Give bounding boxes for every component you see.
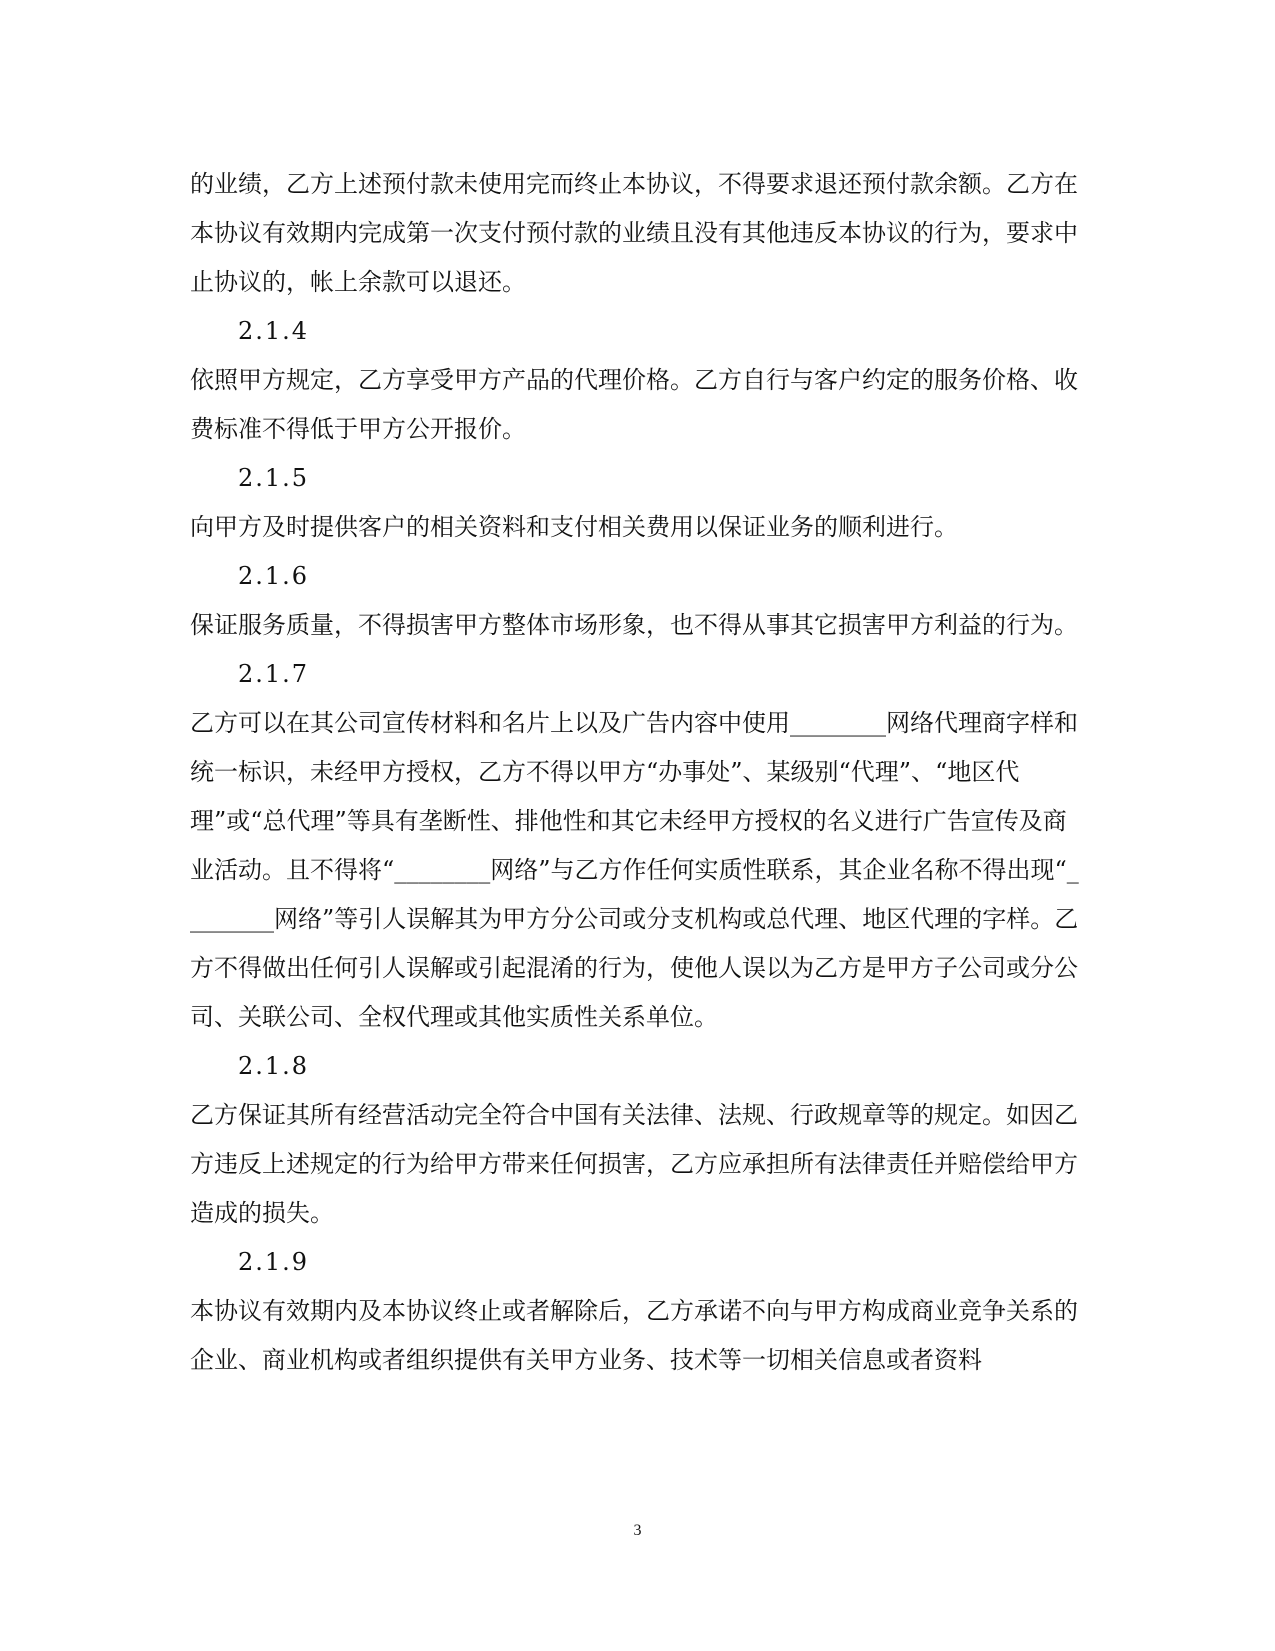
clause-number: 2.1.8 (238, 1052, 310, 1080)
paragraph: 向甲方及时提供客户的相关资料和支付相关费用以保证业务的顺利进行。 (190, 513, 958, 541)
clause-number: 2.1.4 (238, 317, 310, 345)
paragraph: 依照甲方规定，乙方享受甲方产品的代理价格。乙方自行与客户约定的服务价格、收费标准不得低于甲方公开报价。 (190, 366, 1078, 443)
paragraph: 的业绩，乙方上述预付款未使用完而终止本协议，不得要求退还预付款余额。乙方在本协议有效期内完成第一次支付预付款的业绩且没有其他违反本协议的行为，要求中止协议的，帐上余款可以退还。 (190, 170, 1078, 296)
document-body (190, 160, 1090, 1385)
clause-number: 2.1.5 (238, 464, 310, 492)
clause-number: 2.1.7 (238, 660, 310, 688)
paragraph: 保证服务质量，不得损害甲方整体市场形象，也不得从事其它损害甲方利益的行为。 (190, 611, 1078, 639)
paragraph: 乙方可以在其公司宣传材料和名片上以及广告内容中使用________网络代理商字样和统一标识，未经甲方授权，乙方不得以甲方“办事处”、某级别“代理”、“地区代理”或“总代理”等具有垄断性、排他性和其它未经甲方授权的名义进行广告宣传及商业活动。且不得将“________网络”与乙方作任何实质性联系，其企业名称不得出现“________网络”等引人误解其为甲方分公司或分支机构或总代理、地区代理的字样。乙方不得做出任何引人误解或引起混淆的行为，使他人误以为乙方是甲方子公司或分公司、关联公司、全权代理或其他实质性关系单位。 (190, 709, 1079, 1031)
clause-number: 2.1.9 (238, 1248, 310, 1276)
paragraph: 本协议有效期内及本协议终止或者解除后，乙方承诺不向与甲方构成商业竞争关系的企业、商业机构或者组织提供有关甲方业务、技术等一切相关信息或者资料 (190, 1297, 1078, 1374)
clause-number: 2.1.6 (238, 562, 310, 590)
page-number: 3 (633, 1522, 642, 1539)
paragraph: 乙方保证其所有经营活动完全符合中国有关法律、法规、行政规章等的规定。如因乙方违反上述规定的行为给甲方带来任何损害，乙方应承担所有法律责任并赔偿给甲方造成的损失。 (190, 1101, 1078, 1227)
